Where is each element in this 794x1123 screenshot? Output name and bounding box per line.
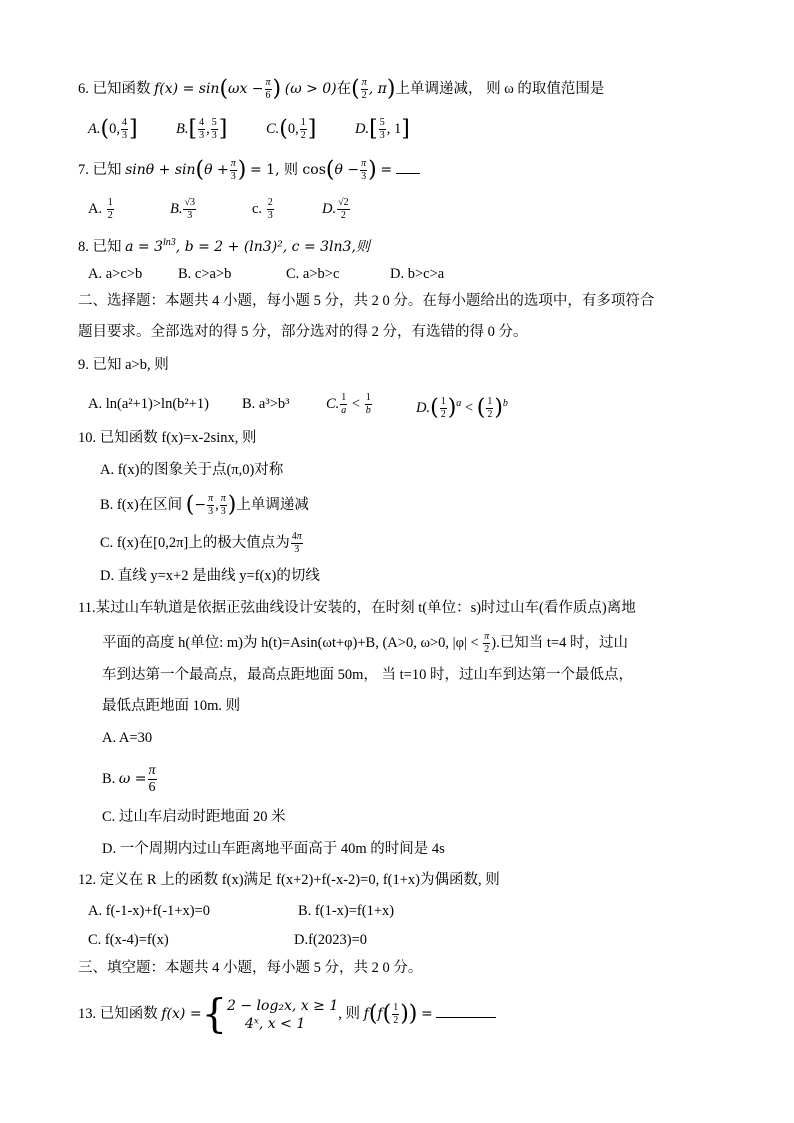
q7-option-d: D. $\frac{√2}{2}$ (322, 197, 349, 222)
q9-option-d: D.( $\frac{1}{2}$ )$^a$ < ( $\frac{1}{2}$ )$^b$ (416, 395, 508, 421)
q7-answer-blank (396, 173, 420, 174)
q11-option-d: D. 一个周期内过山车距离地平面高于 40m 的时间是 4s (102, 841, 445, 857)
section3-heading: 三、填空题：本题共 4 小题，每小题 5 分，共 2 0 分。 (78, 960, 423, 976)
q6-function: f(x) = sin (154, 81, 220, 97)
q10-option-d: D. 直线 y=x+2 是曲线 y=f(x)的切线 (100, 568, 320, 584)
q6-stem: 6. 已知函数 f(x) = sin(ωx − $\frac{\pi}{6}$ ) (ω > 0)在( $\frac{\pi}{2}$ , π)上单调递减， 则 ω 的取值范围是 (78, 76, 605, 102)
q8-option-b: B. c>a>b (178, 266, 232, 282)
q13-answer-blank (436, 1017, 496, 1018)
q6-option-c: C.(0, $\frac{1}{2}$ ] (266, 116, 317, 142)
q10-option-b: B. f(x)在区间 (− $\frac{\pi}{3}$ , $\frac{\pi}{3}$ )上单调递减 (100, 492, 309, 518)
q12-stem: 12. 定义在 R 上的函数 f(x)满足 f(x+2)+f(-x-2)=0, f(1+x)为偶函数, 则 (78, 872, 500, 888)
q11-option-c: C. 过山车启动时距地面 20 米 (102, 809, 286, 825)
q9-stem: 9. 已知 a>b, 则 (78, 357, 169, 373)
q8-option-c: C. a>b>c (286, 266, 340, 282)
q7-option-a: A. $\frac{1}{2}$ (88, 197, 113, 222)
q8-stem: 8. 已知 $a = 3^{ln3}$, b = 2 + (ln3)², c = 3ln3,则 (78, 237, 370, 255)
section2-heading-line2: 题目要求。全部选对的得 5 分，部分选对的得 2 分，有选错的得 0 分。 (78, 324, 528, 340)
q11-option-b: B. ω = $\frac{\pi}{6}$ (102, 763, 156, 795)
q12-option-c: C. f(x-4)=f(x) (88, 932, 169, 948)
q11-line4: 最低点距地面 10m. 则 (102, 698, 241, 714)
q7-option-b: B. $\frac{√3}{3}$ (170, 197, 195, 222)
q13-piecewise: 2 − log₂x, x ≥ 1 4ˣ, x < 1 (227, 997, 339, 1032)
q12-option-b: B. f(1-x)=f(1+x) (298, 903, 395, 919)
q10-stem: 10. 已知函数 f(x)=x-2sinx, 则 (78, 430, 257, 446)
q12-option-a: A. f(-1-x)+f(-1+x)=0 (88, 903, 210, 919)
q8-option-d: D. b>c>a (390, 266, 445, 282)
q11-line2: 平面的高度 h(单位: m)为 h(t)=Asin(ωt+φ)+B, (A>0, ω>0, |φ| < $\frac{\pi}{2}$ ).已知当 t=4 时，过山 (102, 631, 628, 656)
section2-heading-line1: 二、选择题：本题共 4 小题，每小题 5 分，共 2 0 分。在每小题给出的选项中，有多项符合 (78, 293, 655, 309)
q7-stem: 7. 已知 sinθ + sin(θ + $\frac{\pi}{3}$ ) = 1, 则 cos(θ − $\frac{\pi}{3}$ ) = (78, 159, 420, 182)
q11-line1: 11.某过山车轨道是依据正弦曲线设计安装的，在时刻 t(单位：s)时过山车(看作质点)离地 (78, 600, 636, 616)
q6-option-b: B.[ $\frac{4}{3}$ , $\frac{5}{3}$ ] (176, 116, 228, 142)
q7-option-c: c. $\frac{2}{3}$ (252, 197, 273, 222)
q11-option-a: A. A=30 (102, 730, 153, 746)
q10-option-a: A. f(x)的图象关于点(π,0)对称 (100, 462, 284, 478)
q6-option-d: D.[ $\frac{5}{3}$ , 1] (355, 116, 410, 142)
q10-option-c: C. f(x)在[0,2π]上的极大值点为 $\frac{4\pi}{3}$ (100, 531, 302, 556)
q11-line3: 车到达第一个最高点，最高点距地面 50m， 当 t=10 时，过山车到达第一个最低点， (102, 667, 633, 683)
q8-option-a: A. a>c>b (88, 266, 143, 282)
q9-option-a: A. ln(a²+1)>ln(b²+1) (88, 396, 210, 412)
q9-option-c: C. $\frac{1}{a}$ < $\frac{1}{b}$ (326, 392, 371, 417)
q6-option-a: A.(0, $\frac{4}{3}$ ] (88, 116, 138, 142)
q12-option-d: D.f(2023)=0 (294, 932, 368, 948)
q9-option-b: B. a³>b³ (242, 396, 290, 412)
q13-stem: 13. 已知函数 f(x) ={ 2 − log₂x, x ≥ 1 4ˣ, x < 1 , 则 f(f( $\frac{1}{2}$ )) = (78, 992, 496, 1036)
